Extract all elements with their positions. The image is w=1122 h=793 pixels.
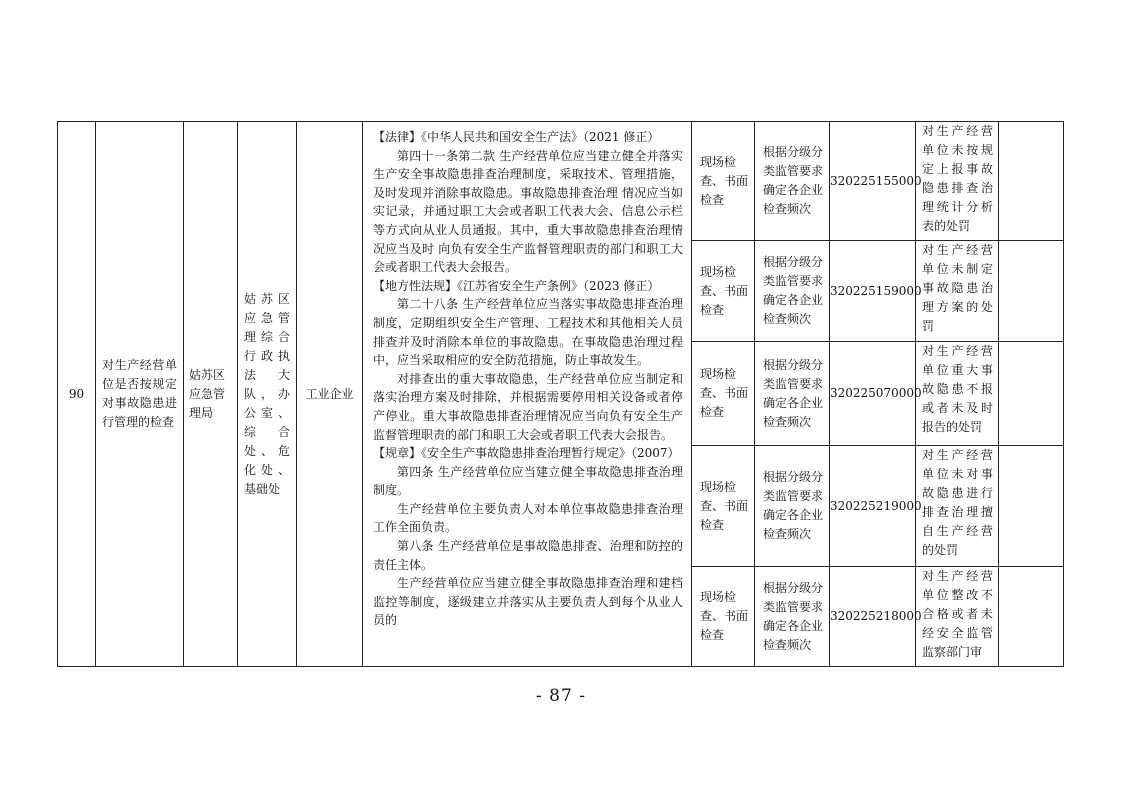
note-cell [999,567,1064,667]
item-code: 320225159000 [830,241,916,342]
inspection-method: 现场检查、书面检查 [692,342,755,446]
item-code: 320225070000 [830,342,916,446]
penalty-item: 对生产经营单位重大事故隐患不报或者未及时报告的处罚 [916,342,999,446]
inspection-method: 现场检查、书面检查 [692,122,755,241]
basis-paragraph: 生产经营单位主要负责人对本单位事故隐患排查治理工作全面负责。 [373,501,683,535]
penalty-item: 对生产经营单位未对事故隐患进行排查治理擅自生产经营的处罚 [916,446,999,567]
basis-paragraph: 第二十八条 生产经营单位应当落实事故隐患排查治理制度，定期组织安全生产管理、工程技术和其他相关人员排查并及时消除本单位的事故隐患。在事故隐患治理过程中，应当采取相应的安全防范措施，防止事故发生。 [373,297,683,368]
note-cell [999,122,1064,241]
basis-paragraph: 生产经营单位应当建立健全事故隐患排查治理和建档监控等制度，逐级建立并落实从主要负责人到每个从业人员的 [373,576,683,628]
inspection-frequency: 根据分级分类监管要求确定各企业检查频次 [755,446,830,567]
inspection-item: 对生产经营单位是否按规定对事故隐患进行管理的检查 [96,122,184,667]
basis-heading: 【地方性法规】《江苏省安全生产条例》（2023 修正） [373,278,660,293]
page-number: - 87 - [536,686,586,706]
table-row [58,122,1064,241]
row-number: 90 [58,122,96,667]
item-code: 320225218000 [830,567,916,667]
basis-paragraph: 第八条 生产经营单位是事故隐患排查、治理和防控的责任主体。 [373,539,683,572]
item-code: 320225219000 [830,446,916,567]
note-cell [999,241,1064,342]
responsible-department: 姑苏区应急管理局 [184,122,238,667]
item-code: 320225155000 [830,122,916,241]
note-cell [999,342,1064,446]
inspection-frequency: 根据分级分类监管要求确定各企业检查频次 [755,241,830,342]
inspection-method: 现场检查、书面检查 [692,446,755,567]
inspection-frequency: 根据分级分类监管要求确定各企业检查频次 [755,122,830,241]
inspection-table [57,121,1064,667]
basis-paragraph: 对排查出的重大事故隐患，生产经营单位应当制定和落实治理方案及时排除，并根据需要停用相关设备或者停产停业。重大事故隐患排查治理情况应当向负有安全生产监督管理职责的部门和职工大会或者职工代表大会报告。 [373,371,683,442]
basis-heading: 【规章】《安全生产事故隐患排查治理暂行规定》（2007） [373,446,680,461]
note-cell [999,446,1064,567]
basis-paragraph: 第四条 生产经营单位应当建立健全事故隐患排查治理制度。 [373,464,683,498]
inspection-object: 工业企业 [297,122,363,667]
implementing-unit: 姑苏区应急管理综合行政执法大队，办公室、综合处、危化处、基础处 [238,122,297,667]
inspection-frequency: 根据分级分类监管要求确定各企业检查频次 [755,567,830,667]
penalty-item: 对生产经营单位整改不合格或者未经安全监管监察部门审 [916,567,999,667]
legal-basis [363,122,692,667]
inspection-method: 现场检查、书面检查 [692,567,755,667]
basis-paragraph: 第四十一条第二款 生产经营单位应当建立健全并落实生产安全事故隐患排查治理制度，采取技术、管理措施，及时发现并消除事故隐患。事故隐患排查治理 情况应当如实记录，并通过职工大会或者职工代表大会、信息公示栏 等方式向从业人员通报。其中，重大事故隐患排查治理情况应当及时 向负有安全生产监督管理职责的部门和职工大会或者职工代表大会报告。 [373,148,683,275]
penalty-item: 对生产经营单位未制定事故隐患治理方案的处罚 [916,241,999,342]
inspection-method: 现场检查、书面检查 [692,241,755,342]
inspection-frequency: 根据分级分类监管要求确定各企业检查频次 [755,342,830,446]
penalty-item: 对生产经营单位未按规定上报事故隐患排查治理统计分析表的处罚 [916,122,999,241]
legal-basis-text [373,128,683,665]
basis-heading: 【法律】《中华人民共和国安全生产法》（2021 修正） [373,130,660,144]
